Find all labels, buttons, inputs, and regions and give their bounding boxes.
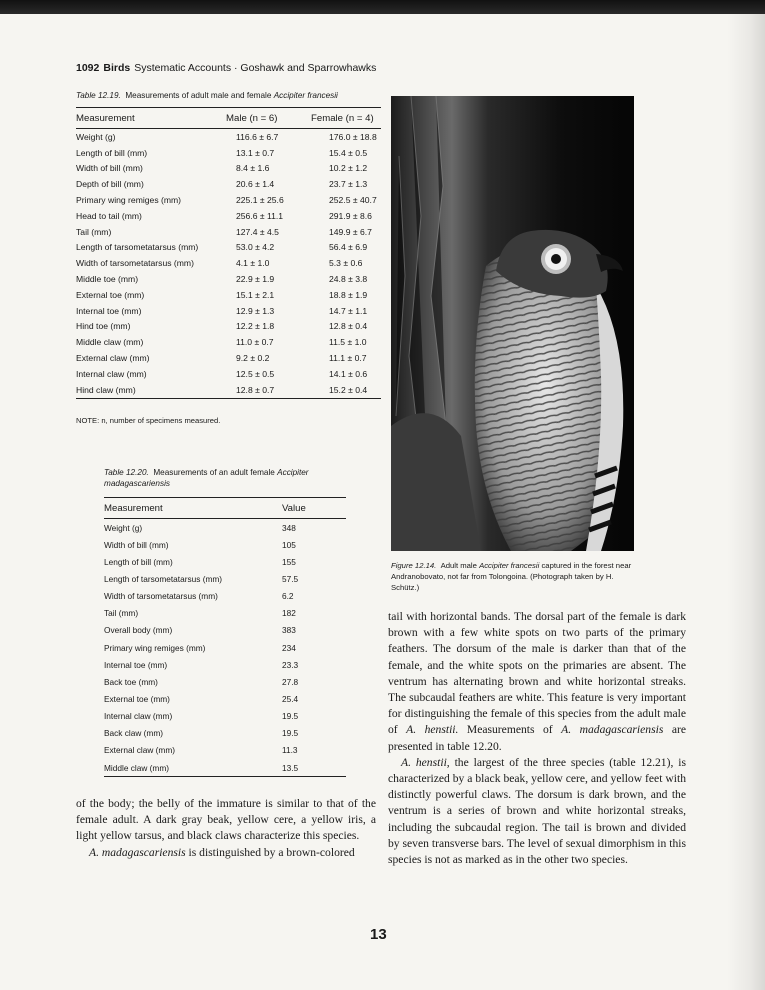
value-cell: 57.5 bbox=[282, 573, 299, 584]
female-value-cell: 11.1 ± 0.7 bbox=[329, 353, 367, 364]
right-p1-species2: A. madagascariensis bbox=[561, 723, 664, 737]
table2-col-measurement: Measurement bbox=[104, 498, 282, 519]
table-row bbox=[104, 690, 346, 707]
male-value-cell: 4.1 ± 1.0 bbox=[236, 258, 270, 269]
table-row bbox=[76, 382, 381, 398]
page-curl-shadow bbox=[727, 14, 765, 990]
male-value-cell: 225.1 ± 25.6 bbox=[236, 195, 284, 206]
table-row bbox=[76, 255, 381, 271]
value-cell: 182 bbox=[282, 608, 296, 619]
table-row bbox=[104, 656, 346, 673]
table-row bbox=[76, 271, 381, 287]
value-cell: 234 bbox=[282, 642, 296, 653]
female-value-cell: 10.2 ± 1.2 bbox=[329, 163, 368, 174]
figure-caption bbox=[391, 560, 637, 593]
value-cell: 155 bbox=[282, 556, 296, 567]
right-p1-c: are presented in table 12.20. bbox=[388, 723, 686, 753]
male-value-cell: 53.0 ± 4.2 bbox=[236, 242, 275, 253]
right-p1-a: tail with horizontal bands. The dorsal part of the female is dark brown with a few white spots on two parts of the primary feathers. The dorsum of the male is darker than that of the female, and the white spots on the primaries are absent. The ventrum has alternating brown and white horizontal streaks. The subcaudal feathers are white. This feature is very important for distinguishing the female of this species from the adult male of bbox=[388, 610, 686, 737]
table2-header-row bbox=[104, 498, 346, 519]
male-value-cell: 256.6 ± 11.1 bbox=[236, 210, 284, 221]
male-value-cell: 11.0 ± 0.7 bbox=[236, 337, 274, 348]
female-value-cell: 5.3 ± 0.6 bbox=[329, 258, 363, 269]
measurement-cell: Middle claw (mm) bbox=[104, 762, 169, 773]
measurement-cell: Overall body (mm) bbox=[104, 625, 173, 636]
scan-top-edge bbox=[0, 0, 765, 14]
table-row bbox=[76, 319, 381, 335]
female-value-cell: 11.5 ± 1.0 bbox=[329, 337, 367, 348]
table-row bbox=[104, 742, 346, 759]
male-value-cell: 20.6 ± 1.4 bbox=[236, 179, 275, 190]
running-header bbox=[76, 62, 376, 74]
header-page-number: 1092 bbox=[76, 62, 100, 74]
female-value-cell: 18.8 ± 1.9 bbox=[329, 289, 368, 300]
left-paragraph-1: of the body; the belly of the immature is similar to that of the female adult. A dark gray beak, yellow cere, a yellow iris, a light yellow tarsus, and black claws characterize this species. bbox=[76, 797, 376, 843]
table2-caption-text: Measurements of an adult female bbox=[153, 468, 275, 477]
table-row bbox=[76, 303, 381, 319]
measurement-cell: Tail (mm) bbox=[104, 608, 139, 619]
table-row bbox=[104, 759, 346, 777]
table-row bbox=[104, 673, 346, 690]
measurement-cell: Hind toe (mm) bbox=[76, 321, 131, 332]
right-p2-species: A. henstii, bbox=[401, 755, 450, 769]
table1-header-row bbox=[76, 108, 381, 129]
table-row bbox=[76, 350, 381, 366]
table-male-female-measurements bbox=[76, 107, 381, 399]
measurement-cell: External toe (mm) bbox=[76, 289, 145, 300]
female-value-cell: 14.7 ± 1.1 bbox=[329, 305, 368, 316]
right-column-text bbox=[388, 609, 686, 868]
table-female-madagascariensis bbox=[104, 497, 346, 777]
table-row bbox=[76, 224, 381, 240]
value-cell: 11.3 bbox=[282, 745, 298, 756]
table-row bbox=[104, 708, 346, 725]
female-value-cell: 14.1 ± 0.6 bbox=[329, 368, 368, 379]
table1-body bbox=[76, 129, 381, 399]
male-value-cell: 12.2 ± 1.8 bbox=[236, 321, 275, 332]
female-value-cell: 12.8 ± 0.4 bbox=[329, 321, 368, 332]
figure-caption-label: Figure 12.14. bbox=[391, 561, 437, 570]
hawk-photograph bbox=[391, 96, 634, 551]
male-value-cell: 12.5 ± 0.5 bbox=[236, 368, 275, 379]
male-value-cell: 9.2 ± 0.2 bbox=[236, 353, 270, 364]
measurement-cell: Depth of bill (mm) bbox=[76, 179, 144, 190]
table1-caption-species: Accipiter francesii bbox=[273, 91, 338, 100]
left-p2-rest: is distinguished by a brown-colored bbox=[185, 845, 355, 859]
measurement-cell: Internal toe (mm) bbox=[76, 305, 142, 316]
table2-body bbox=[104, 519, 346, 777]
male-value-cell: 15.1 ± 2.1 bbox=[236, 289, 275, 300]
measurement-cell: Hind claw (mm) bbox=[76, 384, 136, 395]
measurement-cell: Length of bill (mm) bbox=[104, 556, 173, 567]
table-row bbox=[76, 176, 381, 192]
value-cell: 27.8 bbox=[282, 676, 299, 687]
male-value-cell: 12.8 ± 0.7 bbox=[236, 384, 275, 395]
table-row bbox=[76, 192, 381, 208]
table-row bbox=[104, 570, 346, 587]
figure-caption-before: Adult male bbox=[440, 561, 477, 570]
header-section: Birds bbox=[103, 62, 131, 74]
measurement-cell: Length of tarsometatarsus (mm) bbox=[76, 242, 199, 253]
right-p2-rest: the largest of the three species (table 12.21), is characterized by a black beak, yellow cere, and yellow feet with distinctly powerful claws. The dorsum is dark brown, and the ventrum is a series of brown and white horizontal streaks, including the subcaudal region. The tail is brown and divided by seven transverse bars. The level of sexual dimorphism in this species is not as marked as in the other two species. bbox=[388, 755, 686, 867]
left-paragraph-2 bbox=[76, 845, 376, 861]
table-row bbox=[104, 553, 346, 570]
hawk-photo-illustration bbox=[391, 96, 634, 551]
measurement-cell: Internal claw (mm) bbox=[76, 368, 147, 379]
measurement-cell: Back claw (mm) bbox=[104, 728, 164, 739]
figure-caption-after: captured in the forest near Andranobovato, not far from Tolongoina. (Photograph taken by H. Schütz.) bbox=[391, 561, 632, 592]
measurement-cell: Width of bill (mm) bbox=[104, 539, 169, 550]
measurement-cell: Weight (g) bbox=[104, 522, 143, 533]
table1-col-male: Male (n = 6) bbox=[226, 108, 311, 129]
measurement-cell: Width of tarsometatarsus (mm) bbox=[104, 591, 218, 602]
measurement-cell: Weight (g) bbox=[76, 131, 116, 142]
right-p1-species1: A. henstii. bbox=[406, 723, 459, 737]
measurement-cell: External claw (mm) bbox=[104, 745, 175, 756]
table1-caption-text: Measurements of adult male and female bbox=[125, 91, 272, 100]
female-value-cell: 15.4 ± 0.5 bbox=[329, 147, 368, 158]
table1-caption bbox=[76, 90, 338, 101]
measurement-cell: Length of tarsometatarsus (mm) bbox=[104, 573, 223, 584]
female-value-cell: 149.9 ± 6.7 bbox=[329, 226, 372, 237]
table1-col-measurement: Measurement bbox=[76, 108, 226, 129]
measurement-cell: External toe (mm) bbox=[104, 693, 170, 704]
table1-note: NOTE: n, number of specimens measured. bbox=[76, 416, 221, 425]
measurement-cell: Head to tail (mm) bbox=[76, 210, 142, 221]
table1-col-female: Female (n = 4) bbox=[311, 108, 381, 129]
male-value-cell: 8.4 ± 1.6 bbox=[236, 163, 270, 174]
male-value-cell: 116.6 ± 6.7 bbox=[236, 131, 279, 142]
male-value-cell: 13.1 ± 0.7 bbox=[236, 147, 275, 158]
male-value-cell: 127.4 ± 4.5 bbox=[236, 226, 279, 237]
right-paragraph-2 bbox=[388, 755, 686, 868]
measurement-cell: Primary wing remiges (mm) bbox=[76, 195, 182, 206]
value-cell: 105 bbox=[282, 539, 296, 550]
table-row bbox=[104, 588, 346, 605]
measurement-cell: Internal claw (mm) bbox=[104, 711, 173, 722]
table-row bbox=[104, 725, 346, 742]
female-value-cell: 15.2 ± 0.4 bbox=[329, 384, 368, 395]
table-row bbox=[76, 145, 381, 161]
header-rest: Systematic Accounts · Goshawk and Sparrowhawks bbox=[134, 62, 377, 74]
female-value-cell: 24.8 ± 3.8 bbox=[329, 274, 368, 285]
value-cell: 25.4 bbox=[282, 693, 299, 704]
value-cell: 19.5 bbox=[282, 728, 299, 739]
table-row bbox=[76, 161, 381, 177]
table-row bbox=[76, 240, 381, 256]
left-p2-species: A. madagascariensis bbox=[89, 845, 186, 859]
table-row bbox=[76, 334, 381, 350]
female-value-cell: 56.4 ± 6.9 bbox=[329, 242, 368, 253]
table-row bbox=[104, 536, 346, 553]
table2-caption bbox=[104, 467, 344, 489]
female-value-cell: 23.7 ± 1.3 bbox=[329, 179, 368, 190]
table-row bbox=[104, 639, 346, 656]
value-cell: 23.3 bbox=[282, 659, 299, 670]
female-value-cell: 252.5 ± 40.7 bbox=[329, 195, 377, 206]
table-row bbox=[76, 129, 381, 145]
female-value-cell: 176.0 ± 18.8 bbox=[329, 131, 377, 142]
table-row bbox=[104, 622, 346, 639]
measurement-cell: Width of bill (mm) bbox=[76, 163, 143, 174]
table1-caption-label: Table 12.19. bbox=[76, 91, 121, 100]
table-row bbox=[76, 287, 381, 303]
measurement-cell: Back toe (mm) bbox=[104, 676, 158, 687]
measurement-cell: Length of bill (mm) bbox=[76, 147, 148, 158]
measurement-cell: Tail (mm) bbox=[76, 226, 112, 237]
page-number: 13 bbox=[370, 926, 387, 943]
right-p1-b: Measurements of bbox=[458, 723, 562, 737]
measurement-cell: Internal toe (mm) bbox=[104, 659, 168, 670]
measurement-cell: Primary wing remiges (mm) bbox=[104, 642, 206, 653]
table-row bbox=[76, 366, 381, 382]
measurement-cell: Middle claw (mm) bbox=[76, 337, 144, 348]
value-cell: 383 bbox=[282, 625, 296, 636]
table-row bbox=[104, 519, 346, 537]
table2-caption-species: Accipiter madagascariensis bbox=[104, 468, 309, 488]
table-row bbox=[104, 605, 346, 622]
measurement-cell: Middle toe (mm) bbox=[76, 274, 139, 285]
table2-col-value: Value bbox=[282, 498, 346, 519]
male-value-cell: 22.9 ± 1.9 bbox=[236, 274, 275, 285]
right-paragraph-1 bbox=[388, 609, 686, 755]
female-value-cell: 291.9 ± 8.6 bbox=[329, 210, 372, 221]
value-cell: 348 bbox=[282, 522, 296, 533]
table-row bbox=[76, 208, 381, 224]
left-column-text bbox=[76, 796, 376, 861]
value-cell: 19.5 bbox=[282, 711, 299, 722]
value-cell: 6.2 bbox=[282, 591, 294, 602]
male-value-cell: 12.9 ± 1.3 bbox=[236, 305, 275, 316]
value-cell: 13.5 bbox=[282, 762, 299, 773]
figure-caption-species: Accipiter francesii bbox=[479, 561, 540, 570]
measurement-cell: External claw (mm) bbox=[76, 353, 150, 364]
table2-caption-label: Table 12.20. bbox=[104, 468, 149, 477]
measurement-cell: Width of tarsometatarsus (mm) bbox=[76, 258, 194, 269]
